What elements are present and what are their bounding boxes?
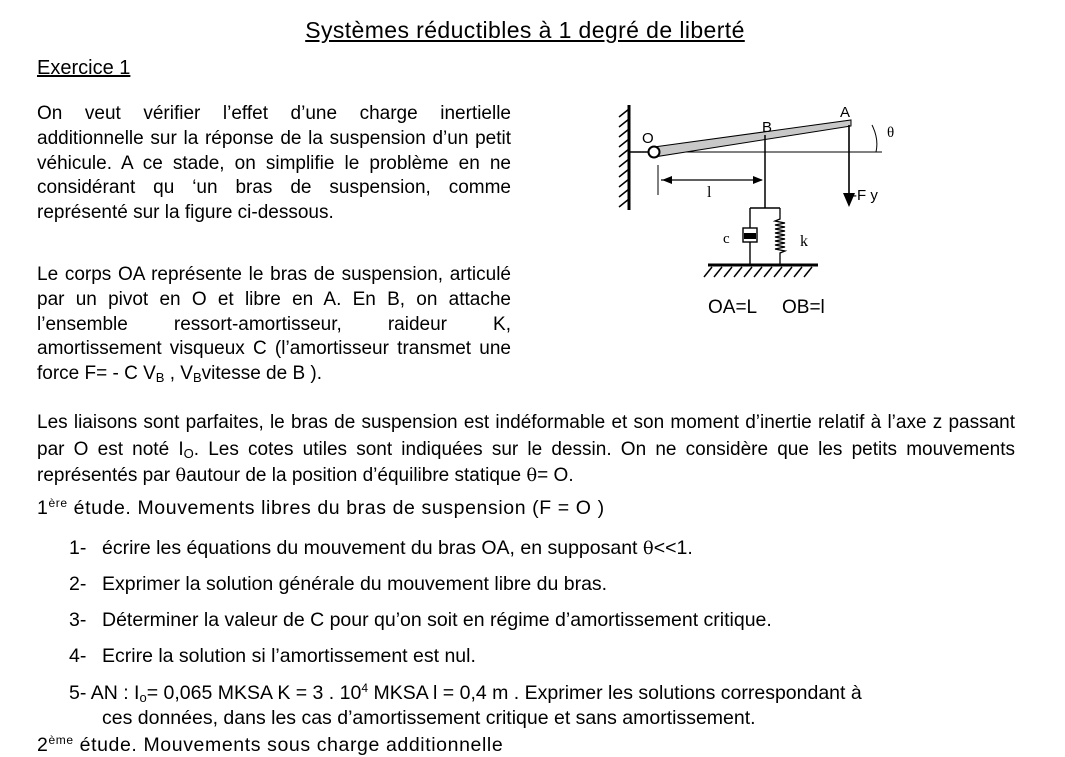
question-number: 5- bbox=[69, 682, 87, 704]
damper bbox=[743, 208, 757, 265]
exercise-label: Exercice 1 bbox=[37, 57, 131, 79]
suspension-arm-diagram bbox=[600, 95, 920, 325]
study-2-number: 2 bbox=[37, 734, 49, 756]
hyp-a: Les liaisons sont parfaites, le bras de suspension est indéformable et son moment d’inertie relatif à l’axe z passant par O est noté I bbox=[37, 412, 1015, 460]
study-1-text: étude. Mouvements libres du bras de suspension (F = O ) bbox=[67, 497, 605, 519]
label-theta: θ bbox=[887, 125, 895, 141]
question-4 bbox=[69, 645, 476, 668]
question-number: 3- bbox=[69, 609, 87, 631]
pivot-o bbox=[649, 147, 660, 158]
question-1 bbox=[69, 537, 693, 560]
study-2-sup: ème bbox=[48, 733, 74, 747]
label-o: O bbox=[642, 130, 654, 147]
spring bbox=[775, 208, 785, 265]
page-title: Systèmes réductibles à 1 degré de liberté bbox=[305, 17, 745, 43]
hyp-d: = O. bbox=[537, 465, 574, 486]
question-text-end: <<1. bbox=[653, 537, 693, 559]
label-b: B bbox=[762, 119, 773, 136]
question-text: Ecrire la solution si l’amortissement est nul. bbox=[102, 645, 476, 667]
label-force: -F y bbox=[852, 187, 878, 204]
dimension-arrow-left bbox=[662, 176, 672, 184]
hypothesis-paragraph bbox=[37, 410, 1015, 490]
ground bbox=[704, 265, 818, 277]
study-1-heading bbox=[37, 497, 605, 520]
question-number: 4- bbox=[69, 645, 87, 667]
q5-text-a: AN : I bbox=[90, 682, 140, 704]
p2-text: Le corps OA représente le bras de suspension, articulé par un pivot en O et libre en A. En B, on attache l’ensemble ressort-amortisseur, raideur K, amortissement visqueux C (l’amortisseur transmet une force F= - C V bbox=[37, 264, 511, 385]
question-text: Exprimer la solution générale du mouvement libre du bras. bbox=[102, 573, 608, 595]
caption-oa: OA=L bbox=[708, 297, 758, 318]
theta-symbol: θ bbox=[175, 465, 187, 486]
label-k: k bbox=[800, 233, 808, 250]
study-1-number: 1 bbox=[37, 497, 49, 519]
theta-arc bbox=[872, 125, 877, 152]
theta-symbol: θ bbox=[642, 538, 654, 559]
hyp-a-sub: O bbox=[183, 445, 194, 461]
question-number: 2- bbox=[69, 573, 87, 595]
p2-mid: , V bbox=[164, 363, 193, 385]
question-number: 1- bbox=[69, 537, 87, 559]
hyp-c: autour de la position d’équilibre statique bbox=[186, 465, 527, 486]
q5-line-2: ces données, dans les cas d’amortissement critique et sans amortissement. bbox=[102, 707, 756, 729]
question-text: écrire les équations du mouvement du bras OA, en supposant bbox=[102, 537, 643, 559]
q5-sup: 4 bbox=[361, 681, 369, 695]
intro-paragraph-2 bbox=[37, 263, 511, 387]
p2-sub-1: B bbox=[155, 370, 165, 386]
theta-symbol: θ bbox=[526, 465, 538, 486]
hyp-b: . Les cotes utiles sont indiquées sur le dessin. On ne considère que les petits mouvements représentés par bbox=[37, 438, 1015, 486]
question-5 bbox=[69, 681, 1015, 731]
study-1-sup: ère bbox=[48, 496, 68, 510]
intro-paragraph-1: On veut vérifier l’effet d’une charge inertielle additionnelle sur la réponse de la suspension d’un petit véhicule. A ce stade, on simplifie le problème en ne considérant qu ‘un bras de suspension, comme représenté sur la figure ci-dessous. bbox=[37, 103, 511, 224]
study-2-text: étude. Mouvements sous charge additionnelle bbox=[73, 734, 504, 756]
suspension-arm bbox=[654, 120, 851, 157]
question-text: Déterminer la valeur de C pour qu’on soit en régime d’amortissement critique. bbox=[102, 609, 772, 631]
caption-ob: OB=l bbox=[782, 297, 825, 318]
q5-text-c: MKSA l = 0,4 m . Exprimer les solutions correspondant à bbox=[368, 682, 862, 704]
question-2 bbox=[69, 573, 607, 596]
label-a: A bbox=[840, 104, 851, 121]
q5-sub: o bbox=[139, 690, 147, 705]
p2-sub-2: B bbox=[192, 370, 202, 386]
fixed-wall bbox=[619, 105, 650, 210]
label-c: c bbox=[723, 231, 730, 247]
study-2-heading bbox=[37, 734, 503, 757]
question-3 bbox=[69, 609, 772, 632]
p2-end: vitesse de B ). bbox=[201, 363, 323, 385]
q5-text-b: = 0,065 MKSA K = 3 . 10 bbox=[146, 682, 362, 704]
label-l: l bbox=[707, 184, 712, 201]
